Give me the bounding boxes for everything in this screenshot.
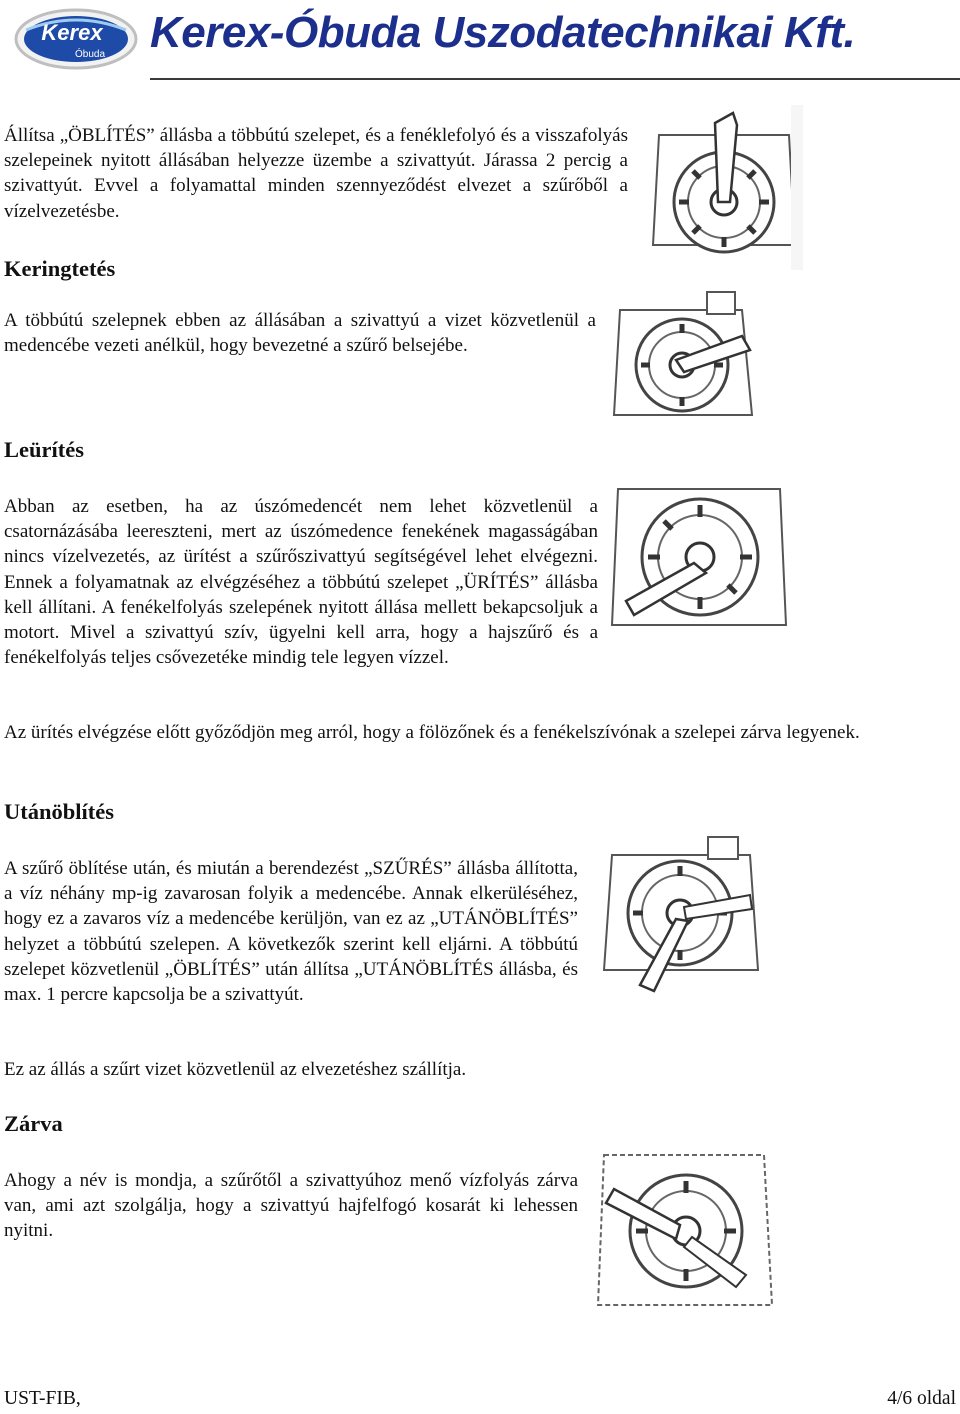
heading-utanoblites: Utánöblítés <box>4 799 115 824</box>
header-rule <box>150 78 960 80</box>
footer-page-number: 4/6 oldal <box>887 1388 956 1409</box>
utanoblites-paragraph: A szűrő öblítése után, és miután a berendezést „SZŰRÉS” állásba állította, a víz néhány mp-ig zavarosan folyik a medencébe. Annak elkerüléséhez, hogy ez a zavaros víz a medencébe kerüljön, van ez az „UTÁNÖBLÍTÉS” helyzet a többútú szelepen. A következők szerint kell eljárni. A többútú szelepet közvetlenül „ÖBLÍTÉS” után állítsa „UTÁNÖBLÍTÉS állásba, és max. 1 percre kapcsolja be a szivattyút. <box>4 858 578 1006</box>
intro-paragraph: Állítsa „ÖBLÍTÉS” állásba a többútú szelepet, és a fenéklefolyó és a visszafolyás szelepeinek nyitott állásában helyezze üzembe a szivattyút. Járassa 2 percig a szivattyút. Evvel a folyamattal minden szennyeződést elvezet a szűrőből a vízelvezetésbe. <box>4 125 628 222</box>
keringtetes-paragraph: A többútú szelepnek ebben az állásában a szivattyú a vizet közvetlenül a medencébe vezeti anélkül, hogy bevezetné a szűrő belsejébe. <box>4 310 596 357</box>
valve-diagram-drain <box>608 475 790 637</box>
heading-leurites: Leürítés <box>4 437 84 462</box>
footer-left: UST-FIB, <box>4 1388 81 1409</box>
logo-text: Kerex <box>41 20 103 45</box>
valve-diagram-closed <box>596 1145 776 1313</box>
logo-subtext: Óbuda <box>74 49 106 60</box>
valve-diagram-rinse <box>645 105 803 270</box>
valve-diagram-recirculate <box>612 290 760 435</box>
zarva-paragraph: Ahogy a név is mondja, a szűrőtől a szivattyúhoz menő vízfolyás zárva van, ami azt szolgálja, hogy a szivattyú hajfelfogó kosarát ki lehessen nyitni. <box>4 1170 578 1242</box>
kerex-logo <box>12 6 140 70</box>
company-name: Kerex-Óbuda Uszodatechnikai Kft. <box>150 8 856 57</box>
leurites-paragraph: Abban az esetben, ha az úszómedencét nem lehet közvetlenül a csatornázásába leereszteni, mert az úszómedence fenekének magasságában nincs vízelvezetés, az ürítést a szűrőszivattyú segítségével lehet elvégezni. Ennek a folyamatnak az elvégzéséhez a többútú szelepet „ÜRÍTÉS” állásba kell állítani. A fenékelfolyás szelepének nyitott állása mellett bekapcsoljuk a motort. Mivel a szivattyú szív, ügyelni kell arra, hogy a hajszűrő és a fenékelfolyás teljes csővezetéke mindig tele legyen vízzel. <box>4 496 598 669</box>
page-header <box>0 0 960 84</box>
heading-keringtetes: Keringtetés <box>4 256 116 281</box>
leurites-note: Az ürítés elvégzése előtt győződjön meg arról, hogy a fölözőnek és a fenékelszívónak a szelepei zárva legyenek. <box>4 722 860 743</box>
valve-diagram-rinse-after <box>600 835 770 1000</box>
utanoblites-note: Ez az állás a szűrt vizet közvetlenül az elvezetéshez szállítja. <box>4 1059 467 1080</box>
heading-zarva: Zárva <box>4 1111 63 1136</box>
